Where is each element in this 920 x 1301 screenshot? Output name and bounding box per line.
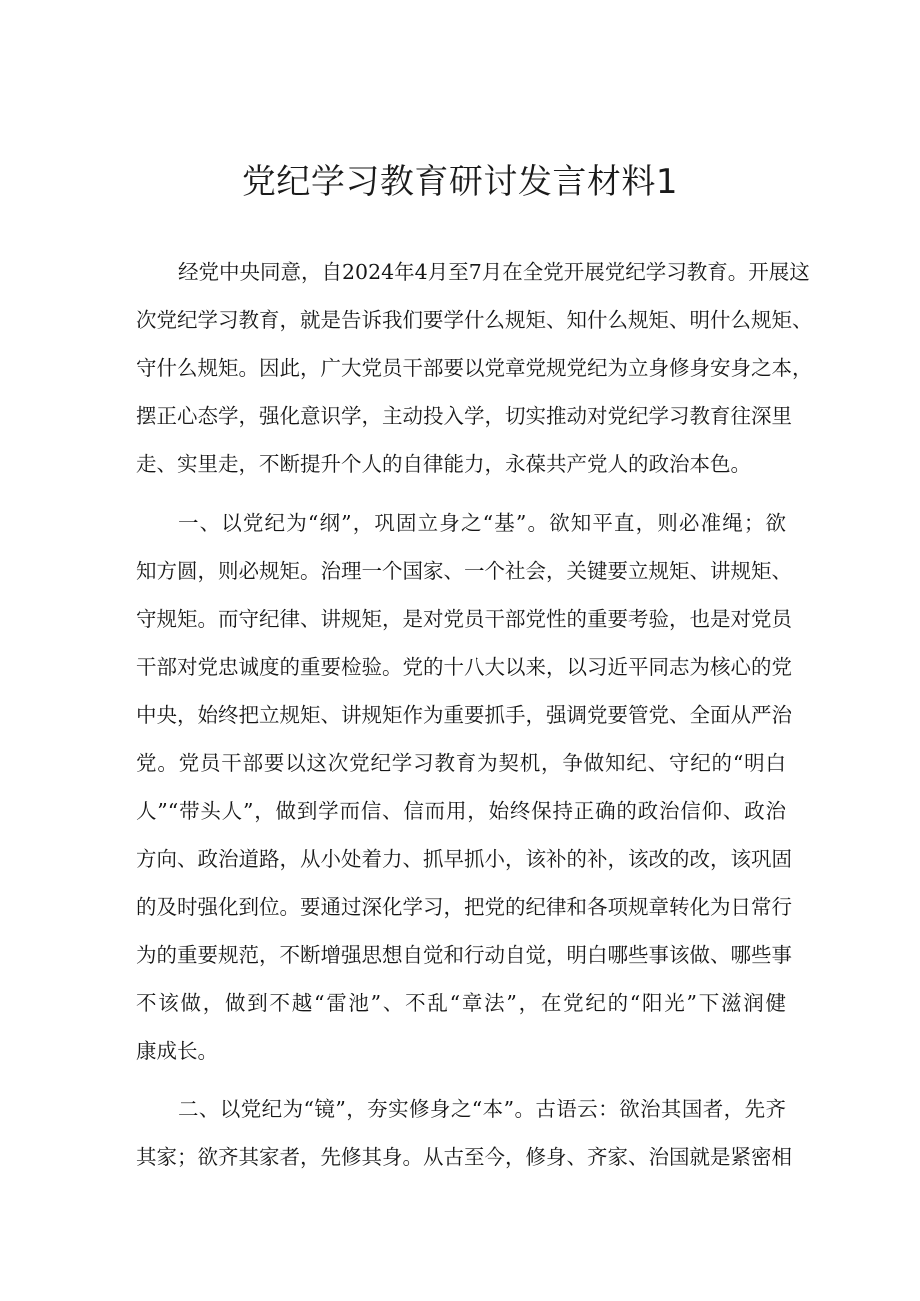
paragraph-1-line-1: 经党中央同意，自2024年4月至7月在全党开展党纪学习教育。开展这 [178,260,810,284]
paragraph-1-line-4: 摆正心态学，强化意识学，主动投入学，切实推动对党纪学习教育往深里 [136,404,792,428]
paragraph-2-line-5: 中央，始终把立规矩、讲规矩作为重要抓手，强调党要管党、全面从严治 [136,703,792,727]
paragraph-1-line-2: 次党纪学习教育，就是告诉我们要学什么规矩、知什么规矩、明什么规矩、 [136,308,813,332]
paragraph-2-line-9: 的及时强化到位。要通过深化学习，把党的纪律和各项规章转化为日常行 [136,895,792,919]
paragraph-2-line-11: 不该做，做到不越“雷池”、不乱“章法”，在党纪的“阳光”下滋润健 [136,991,786,1015]
paragraph-2-line-4: 干部对党忠诚度的重要检验。党的十八大以来，以习近平同志为核心的党 [136,655,792,679]
paragraph-1-line-3: 守什么规矩。因此，广大党员干部要以党章党规党纪为立身修身安身之本， [136,356,813,380]
paragraph-3-line-1: 二、以党纪为“镜”，夯实修身之“本”。古语云：欲治其国者，先齐 [178,1097,786,1121]
paragraph-2-line-7: 人”“带头人”，做到学而信、信而用，始终保持正确的政治信仰、政治 [136,799,786,823]
paragraph-2-line-8: 方向、政治道路，从小处着力、抓早抓小，该补的补，该改的改，该巩固 [136,847,792,871]
paragraph-2-line-6: 党。党员干部要以这次党纪学习教育为契机，争做知纪、守纪的“明白 [136,751,786,775]
paragraph-1-line-5: 走、实里走，不断提升个人的自律能力，永葆共产党人的政治本色。 [136,452,751,476]
paragraph-2-line-10: 为的重要规范，不断增强思想自觉和行动自觉，明白哪些事该做、哪些事 [136,943,792,967]
paragraph-3-line-2: 其家；欲齐其家者，先修其身。从古至今，修身、齐家、治国就是紧密相 [136,1145,792,1169]
paragraph-2-line-3: 守规矩。而守纪律、讲规矩，是对党员干部党性的重要考验，也是对党员 [136,607,792,631]
document-title: 党纪学习教育研讨发言材料1 [241,162,679,202]
paragraph-2-line-1: 一、以党纪为“纲”，巩固立身之“基”。欲知平直，则必准绳；欲 [178,511,786,535]
paragraph-2-line-2: 知方圆，则必规矩。治理一个国家、一个社会，关键要立规矩、讲规矩、 [136,559,792,583]
paragraph-2-line-12: 康成长。 [136,1039,218,1063]
